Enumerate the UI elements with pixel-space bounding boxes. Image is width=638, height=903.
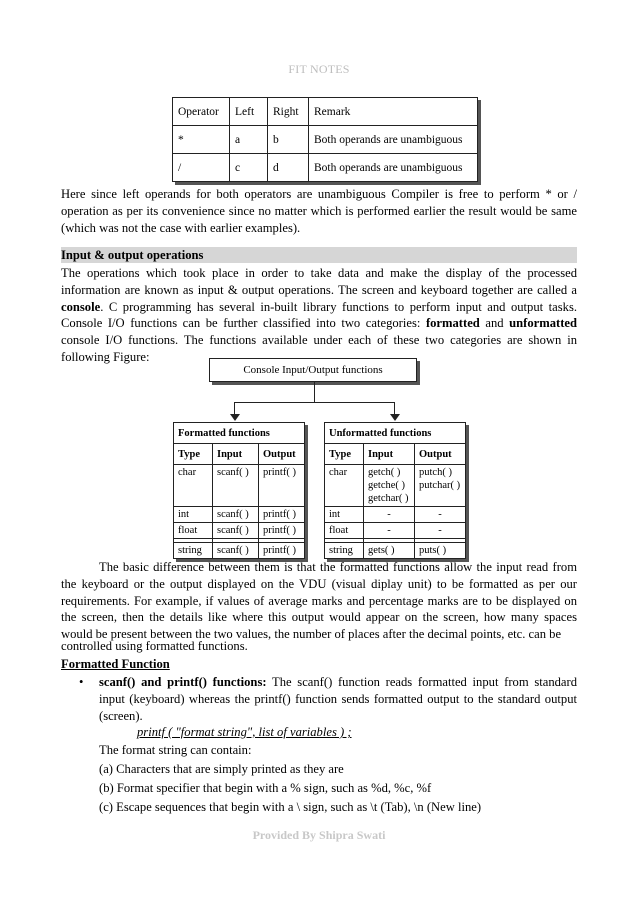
table-header-cell: Type xyxy=(325,444,364,465)
table-cell xyxy=(364,465,415,507)
page-footer: Provided By Shipra Swati xyxy=(252,828,386,842)
connector-line xyxy=(234,402,395,403)
format-intro: The format string can contain: xyxy=(99,743,252,757)
table-cell: string xyxy=(174,543,213,559)
table-row xyxy=(325,465,466,507)
table-cell: - xyxy=(415,507,466,523)
table-row xyxy=(325,543,466,559)
table-row xyxy=(174,523,305,539)
table-header-cell: Right xyxy=(268,98,309,126)
table-cell: char xyxy=(325,465,364,507)
table-row xyxy=(173,154,478,182)
function-name: putch( ) xyxy=(419,467,452,478)
table-header-cell: Input xyxy=(364,444,415,465)
table-row xyxy=(174,543,305,559)
table-cell: scanf( ) xyxy=(213,465,259,507)
formatted-functions-table xyxy=(173,422,305,559)
text-run: The operations which took place in order to take data and make the display of the processed information are known as input & output operations. The screen and keyboard together are called a xyxy=(61,266,577,297)
arrow-down-icon xyxy=(230,414,240,421)
operator-table xyxy=(172,97,478,182)
table-title: Unformatted functions xyxy=(325,423,466,444)
table-title: Formatted functions xyxy=(174,423,305,444)
text-run: and xyxy=(479,316,510,331)
function-name: getche( ) xyxy=(368,480,406,491)
text-run: console I/O functions. The functions available under each of these two categories are shown in following Figure: xyxy=(61,333,577,364)
section-heading-formatted: Formatted Function xyxy=(61,657,170,671)
table-cell: printf( ) xyxy=(259,523,305,539)
unformatted-functions-table xyxy=(324,422,466,559)
table-cell xyxy=(415,465,466,507)
table-cell: - xyxy=(364,507,415,523)
format-item: (b) Format specifier that begin with a % sign, such as %d, %c, %f xyxy=(99,781,432,795)
table-cell: * xyxy=(173,126,230,154)
table-cell: scanf( ) xyxy=(213,507,259,523)
printf-syntax: printf ( "format string", list of variables ) ; xyxy=(137,725,352,739)
text-run: . C programming has several in-built library functions to perform input and output tasks. Console I/O functions can be further classified into two categories: xyxy=(61,299,577,331)
table-header-cell: Input xyxy=(213,444,259,465)
table-cell: gets( ) xyxy=(364,543,415,559)
section-heading-io: Input & output operations xyxy=(61,247,577,263)
table-cell: printf( ) xyxy=(259,507,305,523)
format-item: (a) Characters that are simply printed as they are xyxy=(99,762,344,776)
console-io-box: Console Input/Output functions xyxy=(209,358,417,382)
table-header-cell: Operator xyxy=(173,98,230,126)
table-cell: float xyxy=(325,523,364,539)
table-row xyxy=(173,126,478,154)
table-cell: - xyxy=(415,523,466,539)
table-header-cell: Type xyxy=(174,444,213,465)
table-cell: c xyxy=(230,154,268,182)
table-cell: int xyxy=(325,507,364,523)
table-cell: / xyxy=(173,154,230,182)
table-header-row xyxy=(173,98,478,126)
table-cell: float xyxy=(174,523,213,539)
table-header-cell: Output xyxy=(415,444,466,465)
table-cell: int xyxy=(174,507,213,523)
table-header-cell: Remark xyxy=(309,98,478,126)
page-header: FIT NOTES xyxy=(288,62,350,76)
bullet-title: scanf() and printf() functions: xyxy=(99,675,267,689)
table-cell: string xyxy=(325,543,364,559)
bullet-icon: • xyxy=(79,675,84,689)
term-console: console xyxy=(61,299,101,314)
paragraph-operands: Here since left operands for both operators are unambiguous Compiler is free to perform * or / operation as per its convenience since no matter which is performed earlier the result would be same (which was not the case with earlier examples). xyxy=(61,187,577,235)
table-cell: scanf( ) xyxy=(213,523,259,539)
paragraph-difference: The basic difference between them is that the formatted functions allow the input read from the keyboard or the output displayed on the VDU (visual diplay unit) to be formatted as per our requirements. For example, if values of average marks and percentage marks are to be displayed on the screen, then the details like where this output would appear on the screen, how many spaces would be present between the two values, the number of places after the decimal points, etc. can be xyxy=(61,560,577,642)
bullet-item xyxy=(99,674,577,724)
term-unformatted: unformatted xyxy=(509,316,577,331)
table-cell: Both operands are unambiguous xyxy=(309,154,478,182)
table-cell: puts( ) xyxy=(415,543,466,559)
table-cell: Both operands are unambiguous xyxy=(309,126,478,154)
table-header-cell: Output xyxy=(259,444,305,465)
table-cell: printf( ) xyxy=(259,465,305,507)
table-cell: - xyxy=(364,523,415,539)
function-name: getchar( ) xyxy=(368,493,409,504)
table-cell: d xyxy=(268,154,309,182)
function-name: putchar( ) xyxy=(419,480,461,491)
table-row xyxy=(174,507,305,523)
term-formatted: formatted xyxy=(425,316,480,331)
bullet-text: The scanf() function reads formatted input from standard input (keyboard) whereas the printf() function sends formatted output to the standard output (screen). xyxy=(99,675,577,723)
format-item: (c) Escape sequences that begin with a \ sign, such as \t (Tab), \n (New line) xyxy=(99,800,482,814)
table-header-cell: Left xyxy=(230,98,268,126)
paragraph-io xyxy=(61,265,577,366)
table-cell: scanf( ) xyxy=(213,543,259,559)
table-cell: b xyxy=(268,126,309,154)
table-cell: char xyxy=(174,465,213,507)
function-name: getch( ) xyxy=(368,467,401,478)
table-cell: printf( ) xyxy=(259,543,305,559)
table-row xyxy=(174,465,305,507)
table-row xyxy=(325,523,466,539)
table-cell: a xyxy=(230,126,268,154)
arrow-down-icon xyxy=(390,414,400,421)
paragraph-difference-end: controlled using formatted functions. xyxy=(61,639,248,653)
table-row xyxy=(325,507,466,523)
connector-line xyxy=(314,381,315,403)
